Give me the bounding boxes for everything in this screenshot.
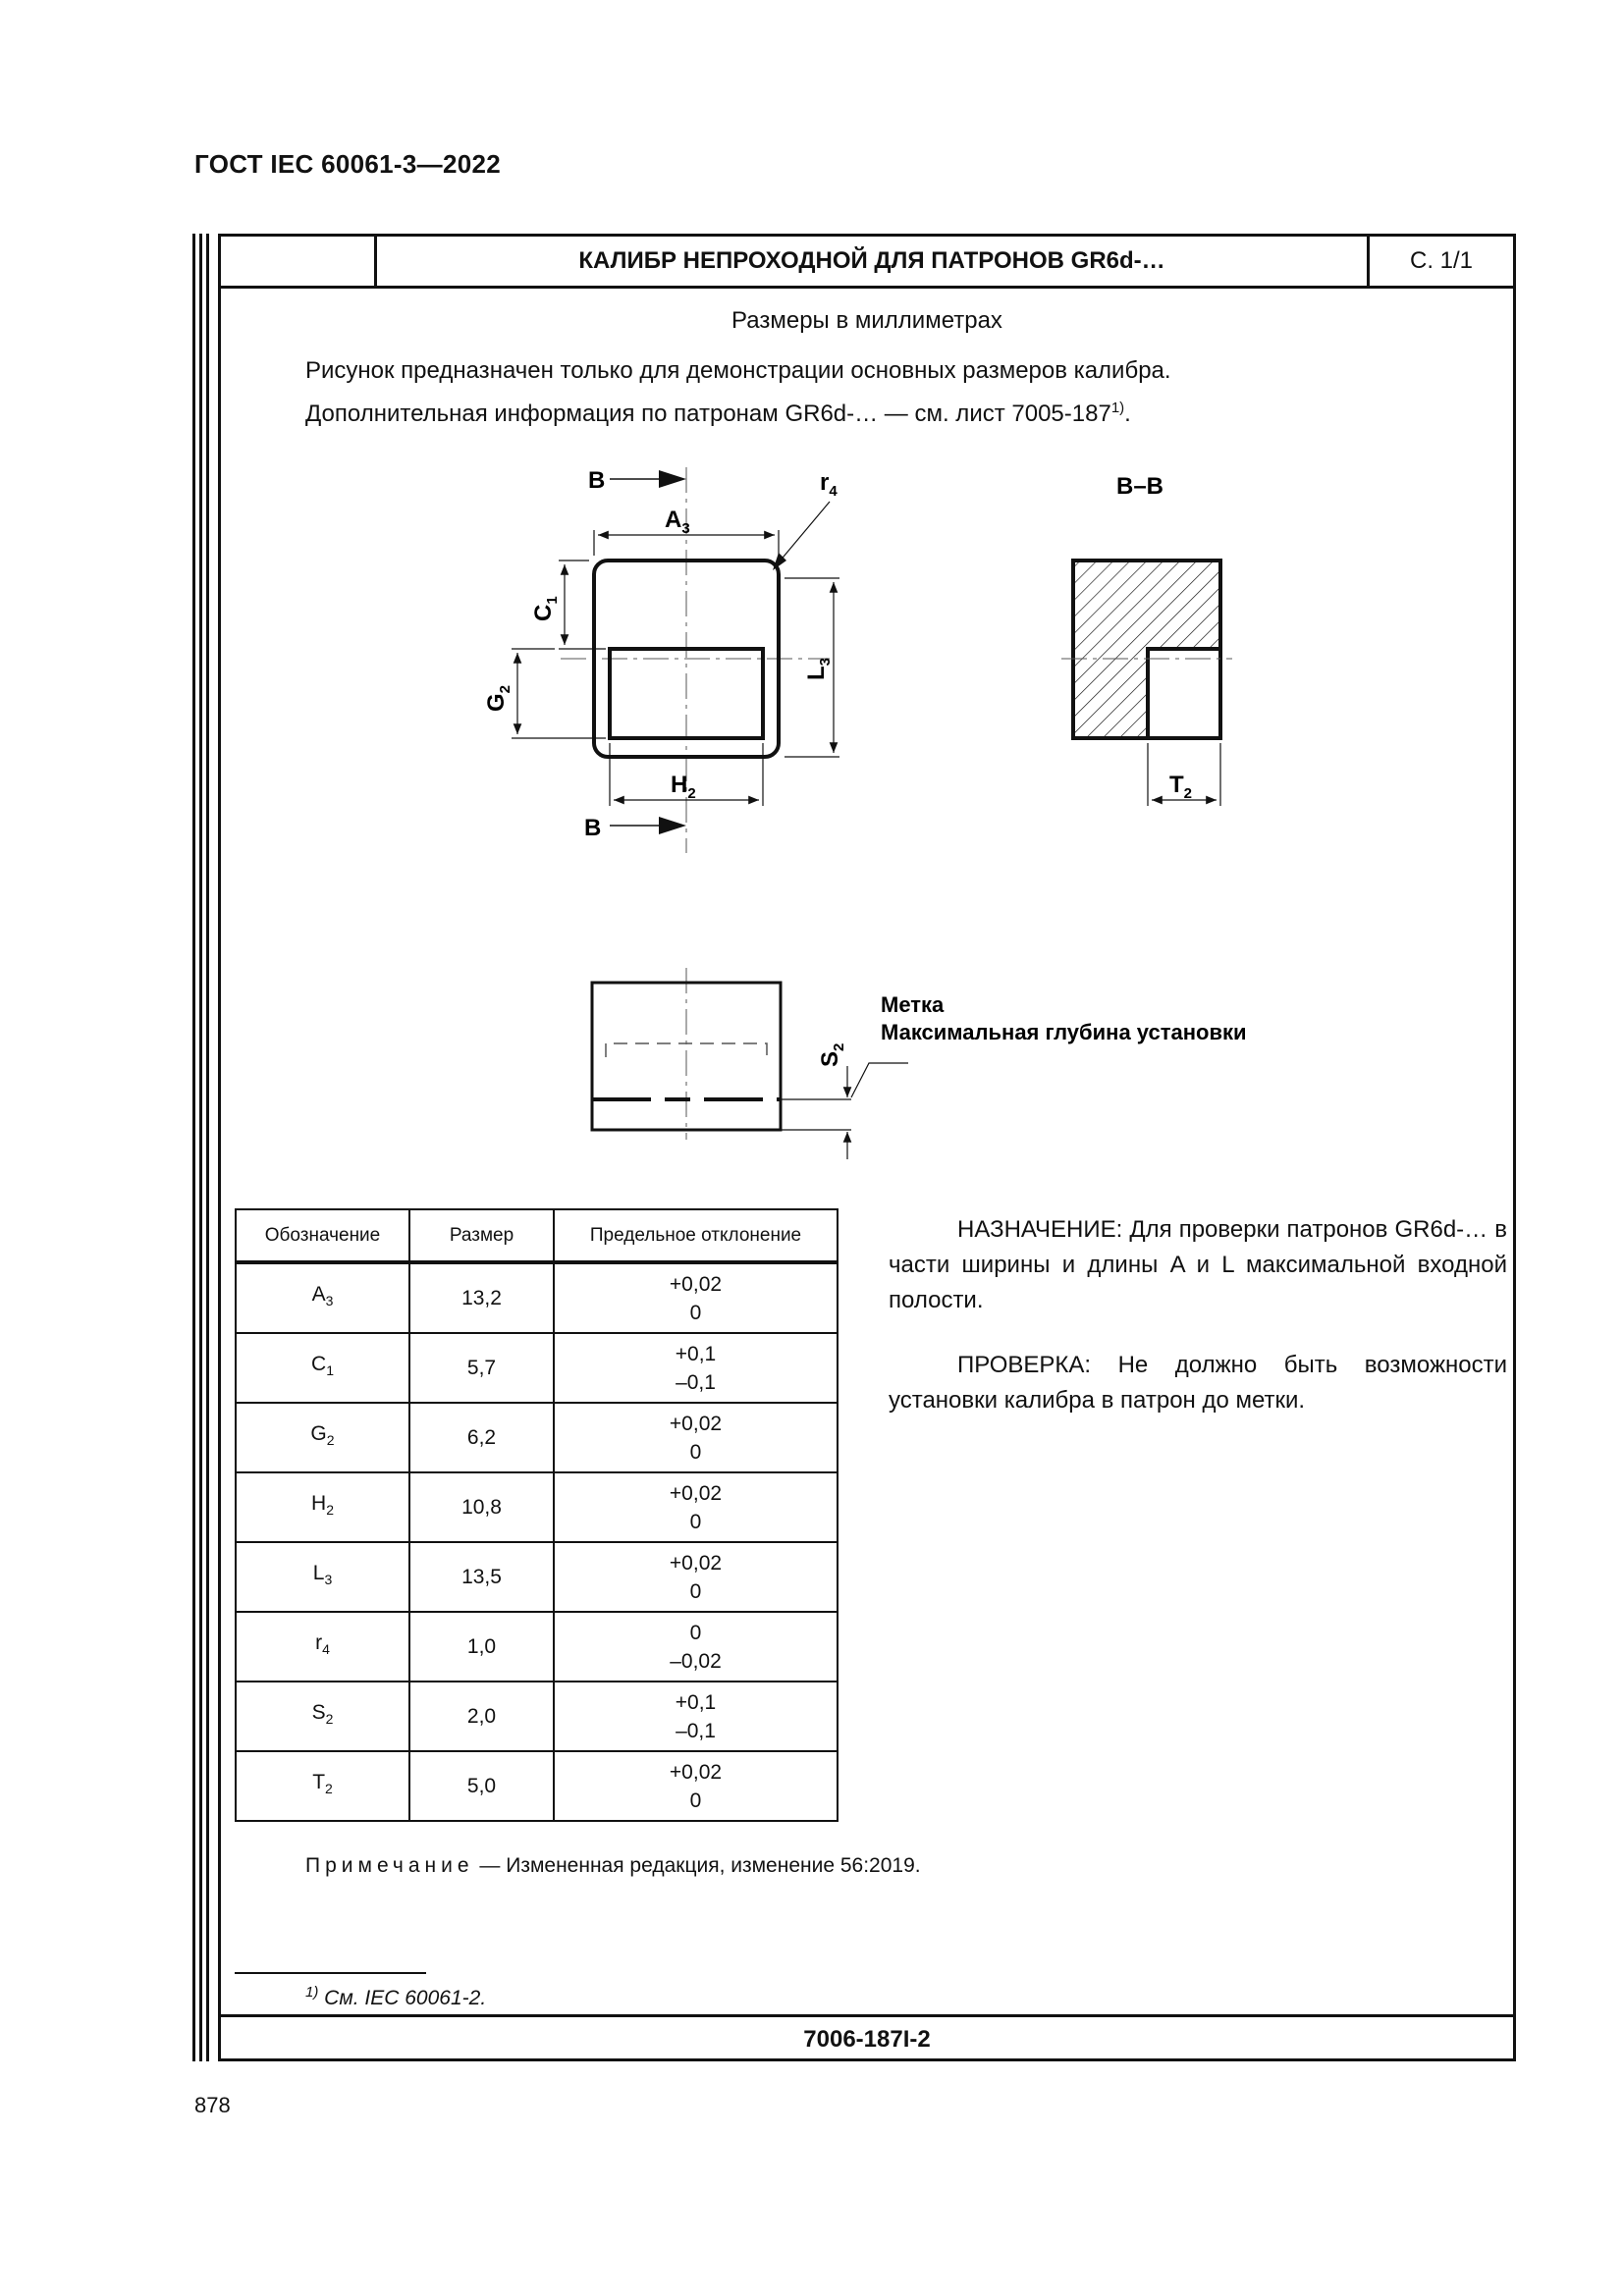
label-s2: $S_2$ bbox=[817, 1042, 847, 1067]
purpose-text bbox=[889, 1212, 1507, 1448]
page-number: 878 bbox=[194, 2093, 231, 2117]
footnote-ref: 1) bbox=[305, 1984, 319, 2001]
table-row bbox=[236, 1262, 838, 1333]
cell-size: 5,0 bbox=[409, 1751, 554, 1821]
label-section-bb: B–B bbox=[1116, 473, 1164, 500]
cell-tolerance: 0 –0,02 bbox=[554, 1612, 838, 1682]
cell-symbol: $L_3$ bbox=[236, 1542, 409, 1612]
table-row bbox=[236, 1542, 838, 1612]
cell-tolerance: +0,02 0 bbox=[554, 1751, 838, 1821]
table-row bbox=[236, 1333, 838, 1403]
cell-size: 13,5 bbox=[409, 1542, 554, 1612]
cell-tolerance: +0,1 –0,1 bbox=[554, 1333, 838, 1403]
section-view bbox=[1061, 473, 1232, 806]
label-h2: $H_2$ bbox=[671, 772, 696, 802]
table-row bbox=[236, 1751, 838, 1821]
table-body bbox=[236, 1262, 838, 1821]
cell-size: 13,2 bbox=[409, 1262, 554, 1333]
label-t2: $T_2$ bbox=[1169, 772, 1193, 802]
sheet-code: 7006-187I-2 bbox=[221, 2014, 1513, 2061]
table-row bbox=[236, 1403, 838, 1472]
margin-rule bbox=[199, 234, 202, 2061]
label-max-depth: Максимальная глубина установки bbox=[881, 1020, 1247, 1044]
cell-tolerance: +0,1 –0,1 bbox=[554, 1682, 838, 1751]
column-header: Обозначение bbox=[236, 1209, 409, 1262]
table-row bbox=[236, 1612, 838, 1682]
section-cavity bbox=[1148, 649, 1220, 738]
margin-rule bbox=[192, 234, 195, 2061]
note-label: Примечание bbox=[305, 1854, 474, 1877]
cell-symbol: $T_2$ bbox=[236, 1751, 409, 1821]
cell-size: 10,8 bbox=[409, 1472, 554, 1542]
label-mark: Метка bbox=[881, 992, 945, 1017]
section-arrowhead bbox=[659, 817, 686, 834]
note-text: — Измененная редакция, изменение 56:2019. bbox=[473, 1854, 921, 1877]
sheet-frame bbox=[218, 234, 1516, 2061]
cell-size: 5,7 bbox=[409, 1333, 554, 1403]
intro-line-1: Рисунок предназначен только для демонстрации основных размеров калибра. bbox=[305, 357, 1171, 384]
footnote-text: См. IEC 60061-2. bbox=[318, 1987, 487, 2009]
cell-symbol: $r_4$ bbox=[236, 1612, 409, 1682]
margin-rule bbox=[206, 234, 209, 2061]
note bbox=[305, 1854, 921, 1878]
standard-title: ГОСТ IEC 60061-3—2022 bbox=[194, 149, 501, 179]
cell-symbol: $S_2$ bbox=[236, 1682, 409, 1751]
cell-symbol: $H_2$ bbox=[236, 1472, 409, 1542]
side-view bbox=[592, 968, 1247, 1159]
cell-tolerance: +0,02 0 bbox=[554, 1262, 838, 1333]
column-header: Размер bbox=[409, 1209, 554, 1262]
cell-symbol: $C_1$ bbox=[236, 1333, 409, 1403]
units-caption: Размеры в миллиметрах bbox=[731, 307, 1002, 334]
gauge-drawing bbox=[221, 237, 1513, 1179]
cell-size: 1,0 bbox=[409, 1612, 554, 1682]
purpose-paragraph: НАЗНАЧЕНИЕ: Для проверки патронов GR6d-… в части ширины и длины A и L максимальной входной полости. bbox=[889, 1216, 1507, 1313]
check-paragraph: ПРОВЕРКА: Не должно быть возможности установки калибра в патрон до метки. bbox=[889, 1352, 1507, 1414]
cell-size: 6,2 bbox=[409, 1403, 554, 1472]
leader-mark bbox=[851, 1063, 908, 1097]
cell-tolerance: +0,02 0 bbox=[554, 1472, 838, 1542]
label-section-b-bottom: B bbox=[584, 815, 602, 841]
cell-symbol: $A_3$ bbox=[236, 1262, 409, 1333]
dimensions-table bbox=[235, 1208, 839, 1822]
intro-line-2-end: . bbox=[1124, 400, 1131, 427]
section-arrowhead bbox=[659, 470, 686, 488]
sheet-page: С. 1/1 bbox=[1409, 247, 1474, 274]
footnote-rule bbox=[235, 1972, 426, 1974]
label-a3: $A_3$ bbox=[665, 507, 690, 537]
cell-size: 2,0 bbox=[409, 1682, 554, 1751]
table-row bbox=[236, 1682, 838, 1751]
label-l3: $L_3$ bbox=[803, 657, 834, 680]
intro-footnote-ref: 1) bbox=[1110, 400, 1125, 416]
intro-line-2-text: Дополнительная информация по патронам GR6d-… — см. лист 7005-187 bbox=[305, 400, 1111, 427]
label-g2: $G_2$ bbox=[483, 684, 514, 712]
column-header: Предельное отклонение bbox=[554, 1209, 838, 1262]
leader-r4 bbox=[779, 502, 830, 562]
label-section-b-top: B bbox=[588, 467, 606, 494]
cell-tolerance: +0,02 0 bbox=[554, 1542, 838, 1612]
cell-tolerance: +0,02 0 bbox=[554, 1403, 838, 1472]
sheet-title: КАЛИБР НЕПРОХОДНОЙ ДЛЯ ПАТРОНОВ GR6d-… bbox=[377, 237, 1370, 286]
table-header-row bbox=[236, 1209, 838, 1262]
label-c1: $C_1$ bbox=[530, 596, 561, 621]
table-row bbox=[236, 1472, 838, 1542]
label-r4: $r_4$ bbox=[820, 469, 838, 500]
cell-symbol: $G_2$ bbox=[236, 1403, 409, 1472]
footnote bbox=[305, 1984, 486, 2010]
plan-view bbox=[483, 467, 839, 853]
